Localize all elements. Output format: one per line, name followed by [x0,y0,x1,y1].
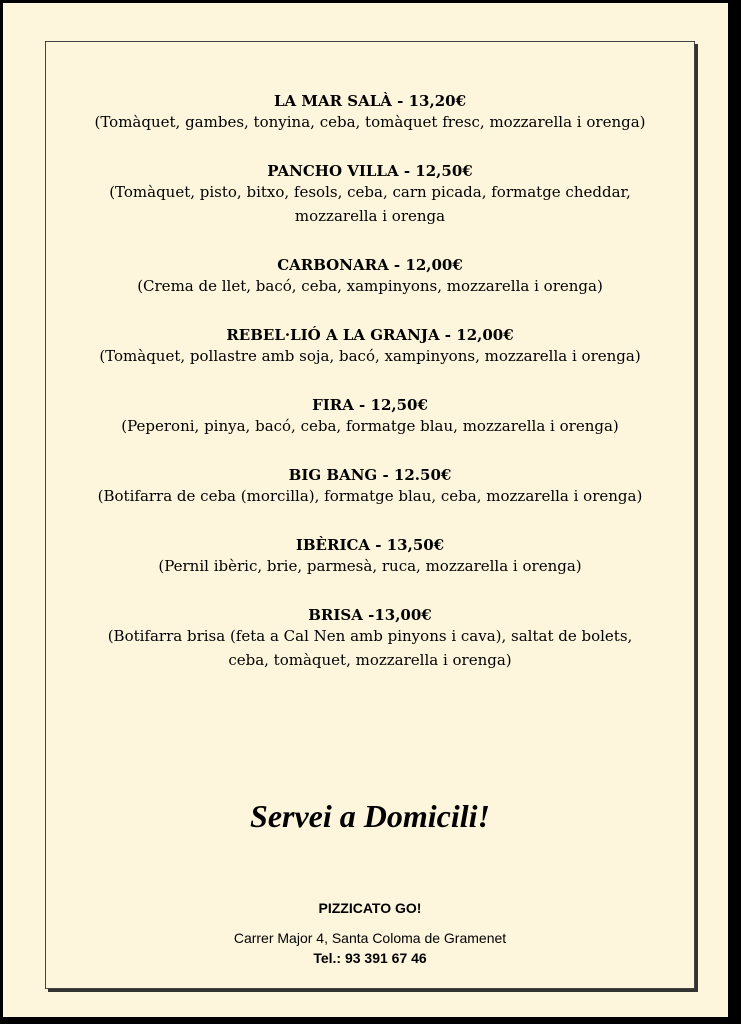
menu-item-description: (Botifarra brisa (feta a Cal Nen amb pinyons i cava), saltat de bolets, [107,627,633,645]
restaurant-name: PIZZICATO GO! [318,900,422,916]
menu-item [46,604,694,674]
menu-page [3,3,728,1017]
restaurant-address: Carrer Major 4, Santa Coloma de Gramenet [233,930,507,946]
menu-item-title: LA MAR SALÀ - 13,20€ [273,92,467,110]
restaurant-phone: Tel.: 93 391 67 46 [313,950,427,966]
menu-item [46,534,694,580]
menu-item [46,254,694,300]
menu-item-description: (Tomàquet, pisto, bitxo, fesols, ceba, carn picada, formatge cheddar, [109,183,631,201]
menu-item-description: (Peperoni, pinya, bacó, ceba, formatge blau, mozzarella i orenga) [121,417,619,435]
menu-item-description-cont: mozzarella i orenga [294,207,446,225]
menu-item-title: BIG BANG - 12.50€ [288,466,452,484]
menu-item-description: (Tomàquet, pollastre amb soja, bacó, xampinyons, mozzarella i orenga) [99,347,641,365]
menu-item-title: IBÈRICA - 13,50€ [295,536,445,554]
menu-item-description-cont: ceba, tomàquet, mozzarella i orenga) [228,651,512,669]
restaurant-footer [46,900,694,968]
menu-item-title: FIRA - 12,50€ [312,396,428,414]
menu-item [46,160,694,230]
menu-item-description: (Botifarra de ceba (morcilla), formatge blau, ceba, mozzarella i orenga) [97,487,643,505]
menu-item-description: (Pernil ibèric, brie, parmesà, ruca, mozzarella i orenga) [158,557,582,575]
menu-item [46,90,694,136]
menu-item-title: PANCHO VILLA - 12,50€ [267,162,473,180]
menu-item-description: (Crema de llet, bacó, ceba, xampinyons, mozzarella i orenga) [137,277,603,295]
delivery-slogan: Servei a Domicili! [250,798,490,834]
menu-item [46,324,694,370]
menu-item-title: BRISA -13,00€ [308,606,432,624]
menu-item-description: (Tomàquet, gambes, tonyina, ceba, tomàquet fresc, mozzarella i orenga) [94,113,646,131]
menu-item-title: CARBONARA - 12,00€ [277,256,463,274]
pizza-menu-list [46,90,694,698]
menu-item [46,464,694,510]
menu-item [46,394,694,440]
menu-item-title: REBEL·LIÓ A LA GRANJA - 12,00€ [226,326,514,344]
menu-frame [45,41,695,989]
